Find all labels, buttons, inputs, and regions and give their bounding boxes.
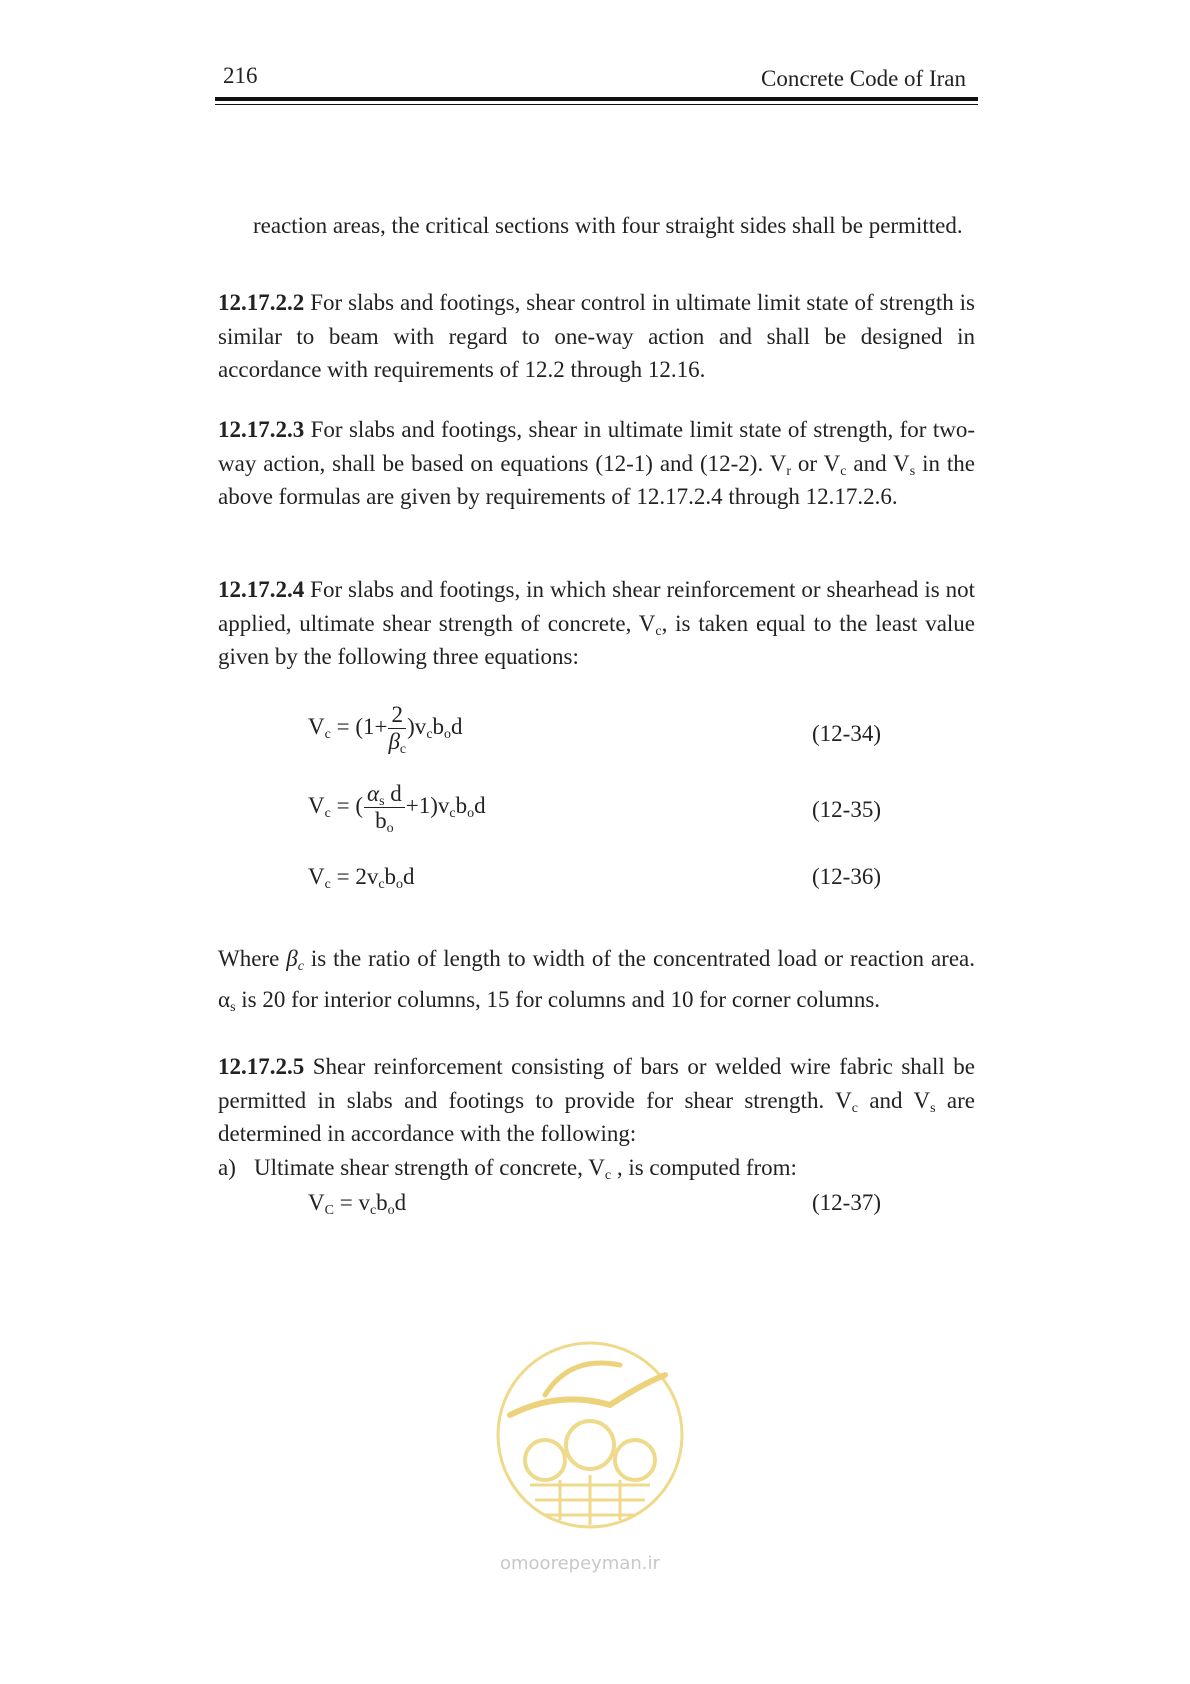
list-item-a (218, 1155, 797, 1181)
fraction (364, 781, 405, 834)
eq-rhs: d (403, 864, 415, 889)
gear-icon (566, 1421, 614, 1469)
subscript: s (230, 1000, 236, 1015)
header-rule-thin (215, 104, 978, 105)
eq-lhs: V (308, 1190, 325, 1215)
section-12-17-2-5 (218, 1050, 975, 1151)
list-text: Ultimate shear strength of concrete, V (254, 1155, 605, 1180)
eq-rhs: d (474, 792, 486, 818)
equation-label: (12-37) (812, 1190, 881, 1215)
section-12-17-2-2 (218, 286, 975, 387)
eq-rhs: b (455, 792, 468, 818)
subscript: c (324, 805, 331, 821)
paragraph-text: Where (218, 946, 287, 971)
page-number: 216 (223, 63, 258, 88)
section-number: 12.17.2.4 (218, 577, 305, 602)
subscript: C (324, 1203, 334, 1218)
subscript: o (387, 1203, 395, 1218)
section-number: 12.17.2.5 (218, 1054, 305, 1079)
section-text: and V (857, 1087, 931, 1113)
subscript: c (604, 1168, 612, 1183)
eq-operator: = (1+ (330, 713, 388, 739)
section-12-17-2-3 (218, 413, 975, 514)
equation-label: (12-35) (812, 797, 881, 822)
subscript: c (324, 726, 331, 742)
header-rule-thick (215, 97, 978, 101)
logo-script (545, 1363, 620, 1395)
subscript: s (930, 1100, 936, 1116)
eq-lhs: V (308, 713, 325, 739)
where-paragraph (218, 938, 975, 1020)
list-label: a) (218, 1155, 236, 1180)
paragraph-text: is the ratio of length to width of the concentrated load or reaction area. α (218, 946, 975, 1012)
subscript: c (840, 463, 847, 479)
subscript: o (444, 726, 452, 742)
watermark-logo (490, 1335, 690, 1535)
gear-icon (615, 1440, 655, 1480)
section-text: are determined in accordance with the following: (218, 1087, 975, 1146)
eq-term: d (384, 781, 402, 806)
equation-12-34 (308, 702, 888, 762)
gear-icon (525, 1440, 565, 1480)
fraction-numerator (364, 781, 405, 808)
subscript: c (324, 877, 331, 892)
section-number: 12.17.2.3 (218, 417, 305, 442)
subscript: c (449, 805, 456, 821)
equation-label: (12-34) (812, 721, 881, 746)
subscript: o (386, 821, 394, 836)
section-12-17-2-4 (218, 573, 975, 674)
eq-rhs: d (451, 713, 463, 739)
eq-operator: = ( (330, 792, 363, 818)
eq-operator: = v (333, 1190, 370, 1215)
subscript: s (379, 794, 385, 809)
subscript: c (655, 623, 662, 639)
equation-12-37 (308, 1190, 888, 1250)
fraction-denominator (364, 808, 405, 834)
section-text: For slabs and footings, shear control in ultimate limit state of strength is similar to beam with regard to one-way action and shall be designed in accordance with requirements of 12.2 through 12.16. (218, 290, 975, 382)
eq-operator: = 2v (330, 864, 379, 889)
subscript: o (467, 805, 475, 821)
logo-swoosh (510, 1375, 665, 1415)
equation-12-35 (308, 781, 888, 841)
subscript: s (909, 463, 916, 479)
continuation-paragraph: reaction areas, the critical sections with four straight sides shall be permitted. (253, 213, 963, 238)
subscript: c (851, 1100, 858, 1116)
beta-symbol: β (388, 729, 400, 754)
subscript: c (426, 726, 433, 742)
fraction-numerator: 2 (388, 702, 406, 729)
subscript: r (786, 463, 791, 479)
equation-label: (12-36) (812, 864, 881, 889)
section-text: or V (791, 450, 841, 476)
subscript: c (369, 1203, 377, 1218)
eq-rhs: b (432, 713, 445, 739)
section-text: Shear reinforcement consisting of bars or welded wire fabric shall be permitted in slabs and footings to provide for shear strength. V (218, 1054, 975, 1113)
list-text: , is computed from: (611, 1155, 797, 1180)
eq-rhs: b (384, 864, 397, 889)
beta-symbol: β (286, 946, 298, 971)
subscript: c (378, 877, 385, 892)
equation-12-36 (308, 864, 888, 924)
section-text: and V (846, 450, 910, 476)
section-text: in the above formulas are given by requirements of 12.17.2.4 through 12.17.2.6. (218, 450, 976, 509)
subscript: c (399, 742, 407, 757)
watermark-text: omoorepeyman.ir (500, 1553, 660, 1574)
eq-rhs: +1)v (405, 792, 450, 818)
running-title: Concrete Code of Iran (760, 66, 966, 91)
eq-rhs: b (376, 1190, 388, 1215)
section-text: For slabs and footings, shear in ultimate limit state of strength, for two-way action, shall be based on equations (12-1) and (12-2). V (218, 417, 975, 476)
fraction (388, 702, 406, 755)
alpha-symbol: α (366, 781, 380, 806)
eq-rhs: )v (407, 713, 427, 739)
fraction-denominator (388, 729, 406, 755)
eq-rhs: d (394, 1190, 407, 1215)
section-text: For slabs and footings, in which shear reinforcement or shearhead is not applied, ultimate shear strength of concrete, V (218, 577, 975, 636)
section-text: , is taken equal to the least value given by the following three equations: (218, 610, 975, 669)
subscript: o (396, 877, 404, 892)
paragraph-text: is 20 for interior columns, 15 for columns and 10 for corner columns. (235, 987, 881, 1012)
eq-term: b (375, 808, 387, 833)
subscript: c (297, 959, 304, 974)
eq-lhs: V (308, 792, 325, 818)
section-number: 12.17.2.2 (218, 290, 305, 315)
eq-lhs: V (308, 864, 325, 889)
